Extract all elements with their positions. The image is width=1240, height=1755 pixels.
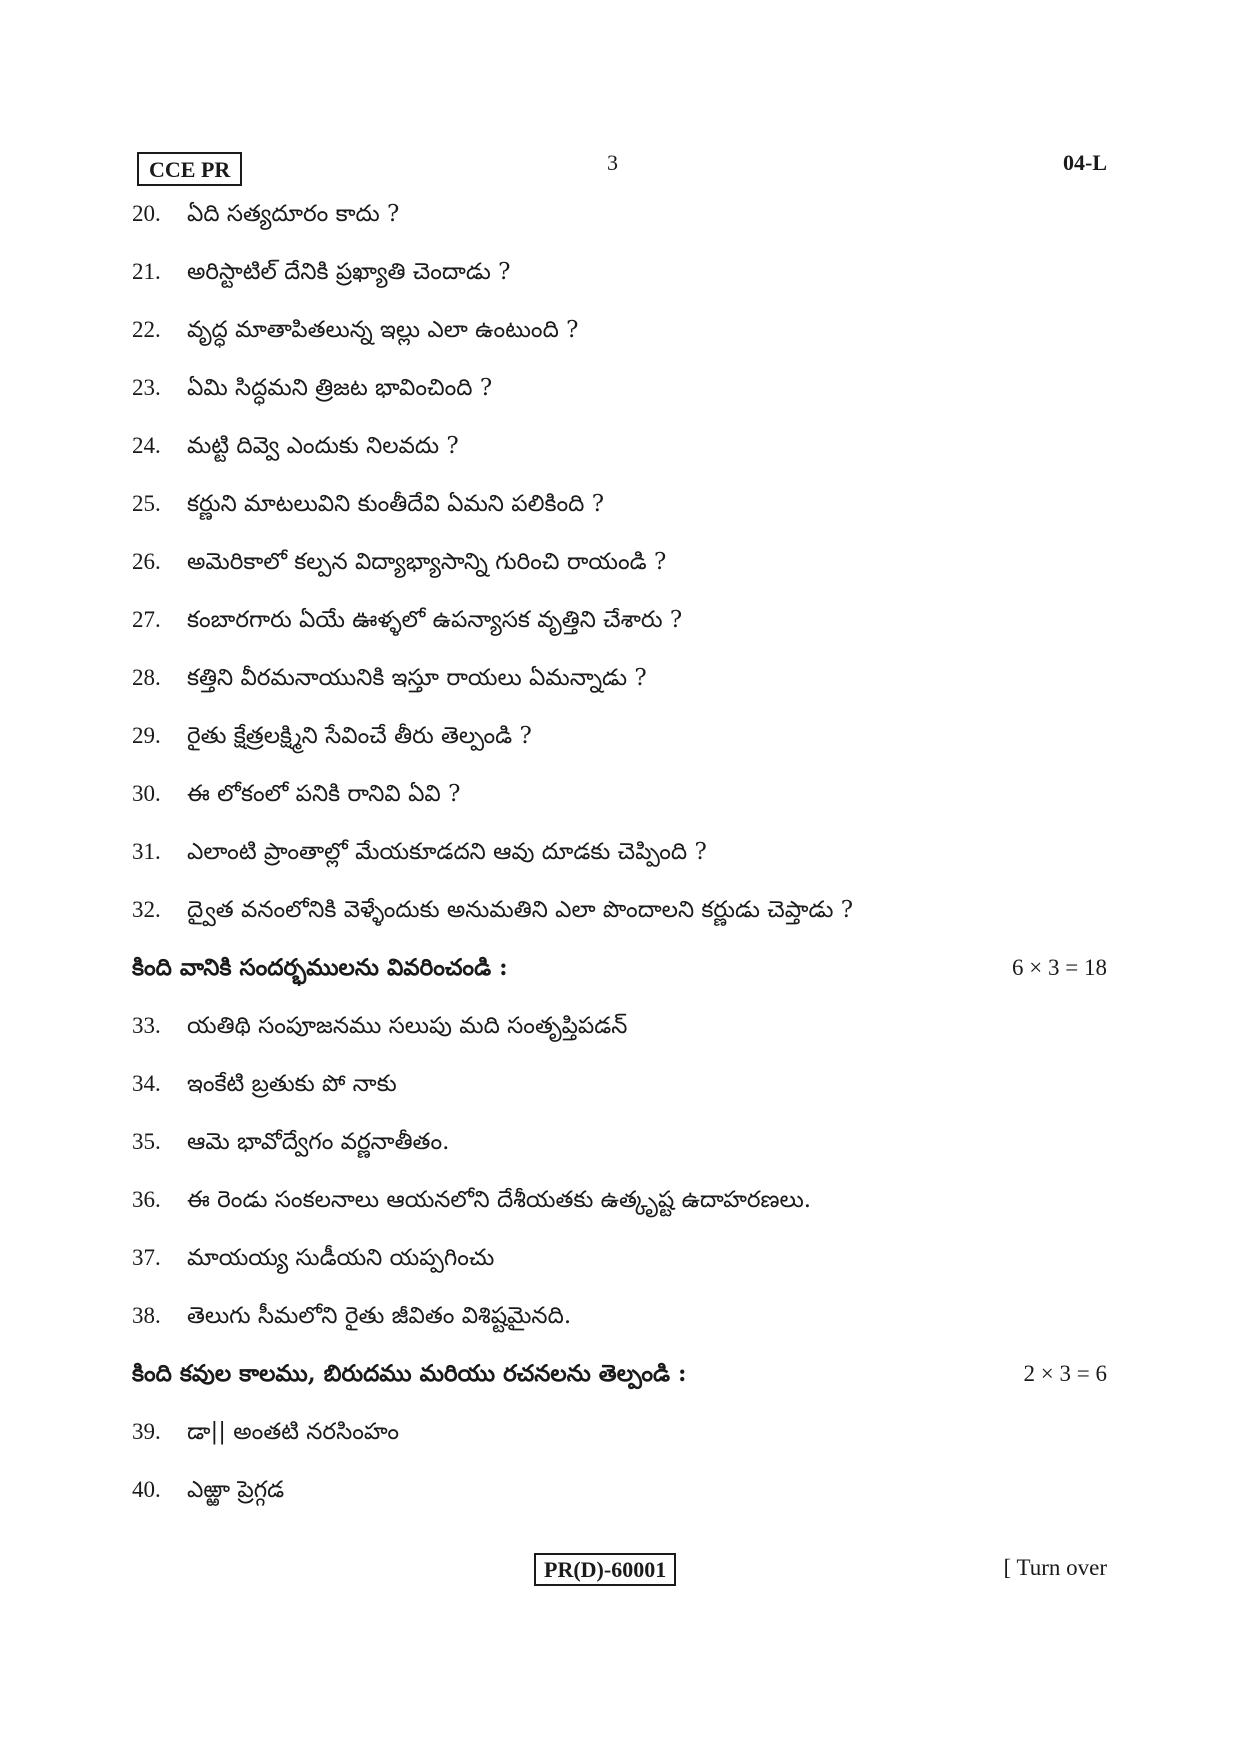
page-header: [137, 150, 1107, 186]
question-number: 20.: [132, 201, 161, 226]
question-item: [132, 605, 1107, 663]
question-text: వృద్ధ మాతాపితలున్న ఇల్లు ఎలా ఉంటుంది ?: [187, 317, 579, 343]
question-number: 25.: [132, 491, 161, 516]
question-text: మట్టి దివ్వె ఎందుకు నిలవదు ?: [187, 433, 459, 459]
page-number: 3: [607, 150, 618, 175]
question-number: 22.: [132, 317, 161, 342]
question-text: ఆమె భావోద్వేగం వర్ణనాతీతం.: [187, 1129, 450, 1155]
question-text: ఈ లోకంలో పనికి రానివి ఏవి ?: [187, 781, 461, 807]
question-item: [132, 373, 1107, 431]
question-item: [132, 257, 1107, 315]
question-item: [132, 199, 1107, 257]
question-number: 21.: [132, 259, 161, 284]
question-text: యతిథి సంపూజనము సలుపు మది సంతృప్తిపడన్: [187, 1013, 628, 1039]
question-number: 27.: [132, 607, 161, 632]
question-text: ఎఱ్ఱా ప్రెగ్గడ: [187, 1477, 285, 1503]
question-text: కత్తిని వీరమనాయునికి ఇస్తూ రాయలు ఏమన్నాడు ?: [187, 665, 647, 691]
question-number: 28.: [132, 665, 161, 690]
question-number: 26.: [132, 549, 161, 574]
question-text: ఇంకేటి బ్రతుకు పో నాకు: [187, 1071, 397, 1097]
section-instruction: కింది వానికి సందర్భములను వివరించండి :: [132, 954, 508, 981]
question-item: [132, 1243, 1107, 1301]
question-text: ఏమి సిద్ధమని త్రిజట భావించింది ?: [187, 375, 493, 401]
section-marks: 2 × 3 = 6: [1023, 1361, 1107, 1386]
question-text: తెలుగు సీమలోని రైతు జీవితం విశిష్టమైనది.: [187, 1303, 572, 1329]
question-text: ఏది సత్యదూరం కాదు ?: [187, 201, 400, 227]
question-text: రైతు క్షేత్రలక్ష్మిని సేవించే తీరు తెల్పండి ?: [187, 723, 532, 749]
question-item: [132, 837, 1107, 895]
question-number: 39.: [132, 1419, 161, 1444]
question-text: అరిస్టాటిల్ దేనికి ప్రఖ్యాతి చెందాడు ?: [187, 259, 511, 285]
page-footer: [137, 1553, 1107, 1593]
question-text: ద్వైత వనంలోనికి వెళ్ళేందుకు అనుమతిని ఎలా పొందాలని కర్ణుడు చెప్తాడు ?: [187, 897, 854, 923]
question-number: 36.: [132, 1187, 161, 1212]
section-heading: [132, 1359, 1107, 1417]
question-number: 38.: [132, 1303, 161, 1328]
question-item: [132, 489, 1107, 547]
question-number: 24.: [132, 433, 161, 458]
question-item: [132, 1069, 1107, 1127]
question-number: 35.: [132, 1129, 161, 1154]
question-number: 31.: [132, 839, 161, 864]
section-marks: 6 × 3 = 18: [1012, 955, 1107, 980]
section-instruction: కింది కవుల కాలము, బిరుదము మరియు రచనలను తెల్పండి :: [132, 1360, 687, 1387]
question-item: [132, 721, 1107, 779]
question-text: ఈ రెండు సంకలనాలు ఆయనలోని దేశీయతకు ఉత్కృష్ట ఉదాహరణలు.: [187, 1187, 812, 1213]
question-item: [132, 1127, 1107, 1185]
question-number: 37.: [132, 1245, 161, 1270]
exam-code-box: CCE PR: [137, 152, 242, 186]
footer-code-box: PR(D)-60001: [534, 1553, 676, 1586]
question-item: [132, 663, 1107, 721]
question-item: [132, 1011, 1107, 1069]
question-list: [132, 199, 1107, 1533]
question-number: 23.: [132, 375, 161, 400]
question-number: 33.: [132, 1013, 161, 1038]
question-number: 34.: [132, 1071, 161, 1096]
question-item: [132, 779, 1107, 837]
question-item: [132, 1475, 1107, 1533]
question-text: మాయయ్య సుడీయని యప్పగించు: [187, 1245, 495, 1271]
question-item: [132, 1185, 1107, 1243]
question-item: [132, 895, 1107, 953]
question-text: డా|| అంతటి నరసింహం: [187, 1419, 400, 1445]
question-number: 40.: [132, 1477, 161, 1502]
turn-over-note: [ Turn over: [1003, 1555, 1107, 1580]
question-text: కర్ణుని మాటలువిని కుంతీదేవి ఏమని పలికింది ?: [187, 491, 605, 517]
section-heading: [132, 953, 1107, 1011]
question-item: [132, 1301, 1107, 1359]
question-number: 29.: [132, 723, 161, 748]
question-text: కంబారగారు ఏయే ఊళ్ళలో ఉపన్యాసక వృత్తిని చేశారు ?: [187, 607, 683, 633]
question-item: [132, 547, 1107, 605]
question-item: [132, 431, 1107, 489]
paper-code: 04-L: [1063, 150, 1107, 175]
question-text: ఎలాంటి ప్రాంతాల్లో మేయకూడదని ఆవు దూడకు చెప్పింది ?: [187, 839, 707, 865]
question-item: [132, 1417, 1107, 1475]
question-text: అమెరికాలో కల్పన విద్యాభ్యాసాన్ని గురించి రాయండి ?: [187, 549, 667, 575]
question-number: 30.: [132, 781, 161, 806]
question-number: 32.: [132, 897, 161, 922]
question-item: [132, 315, 1107, 373]
